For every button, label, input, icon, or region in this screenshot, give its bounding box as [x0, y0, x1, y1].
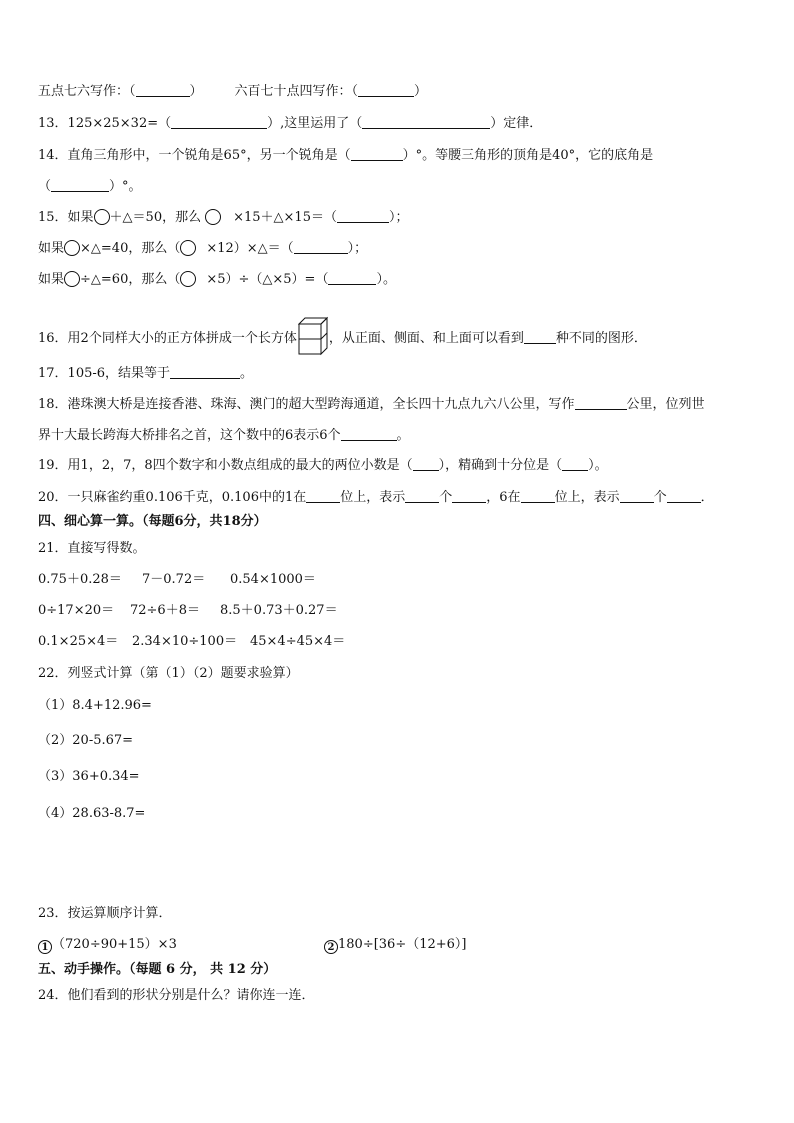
- section-5-heading: 五、动手操作。（每题 6 分， 共 12 分）: [38, 962, 277, 977]
- circle-icon: [64, 240, 80, 256]
- answer-blank[interactable]: [306, 490, 340, 503]
- answer-blank[interactable]: [405, 490, 439, 503]
- section-4-heading: 四、细心算一算。（每题6分，共18分）: [38, 514, 267, 529]
- question-14: 14．直角三角形中，一个锐角是65°，另一个锐角是（ ）°。等腰三角形的顶角是40°，它的底角是: [38, 148, 654, 163]
- circled-number-2: 2: [324, 940, 338, 954]
- cuboid-figure-icon: [298, 316, 328, 356]
- answer-blank[interactable]: [667, 490, 701, 503]
- question-14-line-2: （ ）°。: [38, 179, 142, 194]
- answer-blank[interactable]: [452, 490, 486, 503]
- question-17: 17．105-6，结果等于 。: [38, 366, 254, 381]
- question-22-title: 22．列竖式计算（第（1）（2）题要求验算）: [38, 666, 299, 681]
- question-15-line-1: 15．如果 ＋△＝50，那么 ×15＋△×15＝（ ）；: [38, 210, 409, 225]
- answer-blank[interactable]: [351, 148, 403, 161]
- circle-icon: [205, 209, 221, 225]
- answer-blank[interactable]: [524, 331, 556, 344]
- answer-blank[interactable]: [362, 116, 490, 129]
- question-12-part-b: 五点七六写作：（ ） 六百七十点四写作：（ ）: [38, 84, 428, 99]
- circle-icon: [94, 209, 110, 225]
- answer-blank[interactable]: [341, 428, 397, 441]
- q22-item-1: （1）8.4+12.96=: [38, 698, 152, 713]
- circle-icon: [64, 271, 80, 287]
- question-23-expressions: 1 （720÷90+15）×3 2 180÷[36÷（12+6）]: [38, 937, 467, 954]
- answer-blank[interactable]: [358, 84, 414, 97]
- question-23-title: 23．按运算顺序计算．: [38, 906, 172, 921]
- answer-blank[interactable]: [562, 458, 588, 471]
- question-18: 18．港珠澳大桥是连接香港、珠海、澳门的超大型跨海通道，全长四十九点九六八公里，写作 公里，位列世: [38, 397, 705, 412]
- answer-blank[interactable]: [413, 458, 439, 471]
- question-21-title: 21．直接写得数。: [38, 541, 146, 556]
- q22-item-3: （3）36+0.34=: [38, 769, 140, 784]
- q21-row-3: 0.1×25×4＝ 2.34×10÷100＝ 45×4÷45×4＝: [38, 634, 346, 649]
- question-15-line-2: 如果 ×△=40，那么（ ×12）×△＝（ ）；: [38, 241, 368, 256]
- question-13: 13．125×25×32=（ ）,这里运用了（ ）定律．: [38, 116, 543, 131]
- q21-row-1: 0.75＋0.28＝ 7－0.72＝ 0.54×1000＝: [38, 572, 316, 587]
- answer-blank[interactable]: [521, 490, 555, 503]
- question-19: 19．用1，2，7，8四个数字和小数点组成的最大的两位小数是（ ），精确到十分位是（ ）。: [38, 458, 608, 473]
- answer-blank[interactable]: [136, 84, 190, 97]
- answer-blank[interactable]: [337, 210, 389, 223]
- answer-blank[interactable]: [170, 366, 240, 379]
- q21-row-2: 0÷17×20＝ 72÷6＋8＝ 8.5＋0.73＋0.27＝: [38, 603, 338, 618]
- answer-blank[interactable]: [620, 490, 654, 503]
- question-18-line-2: 界十大最长跨海大桥排名之首，这个数中的6表示6个 。: [38, 428, 410, 443]
- answer-blank[interactable]: [328, 272, 376, 285]
- circle-icon: [180, 271, 196, 287]
- question-24: 24．他们看到的形状分别是什么？请你连一连．: [38, 988, 315, 1003]
- question-20: 20．一只麻雀约重0.106千克，0.106中的1在 位上，表示 个 ，6在 位上，表示 个 ．: [38, 490, 714, 505]
- circled-number-1: 1: [38, 940, 52, 954]
- question-16: 16．用2个同样大小的正方体拼成一个长方体 ，从正面、侧面、和上面可以看到 种不同的图形．: [38, 316, 647, 356]
- circle-icon: [180, 240, 196, 256]
- answer-blank[interactable]: [171, 116, 267, 129]
- q22-item-4: （4）28.63-8.7=: [38, 806, 146, 821]
- answer-blank[interactable]: [51, 179, 109, 192]
- answer-blank[interactable]: [575, 397, 627, 410]
- answer-blank[interactable]: [294, 241, 348, 254]
- q22-item-2: （2）20-5.67=: [38, 733, 134, 748]
- question-15-line-3: 如果 ÷△=60，那么（ ×5）÷（△×5）=（ ）。: [38, 272, 396, 287]
